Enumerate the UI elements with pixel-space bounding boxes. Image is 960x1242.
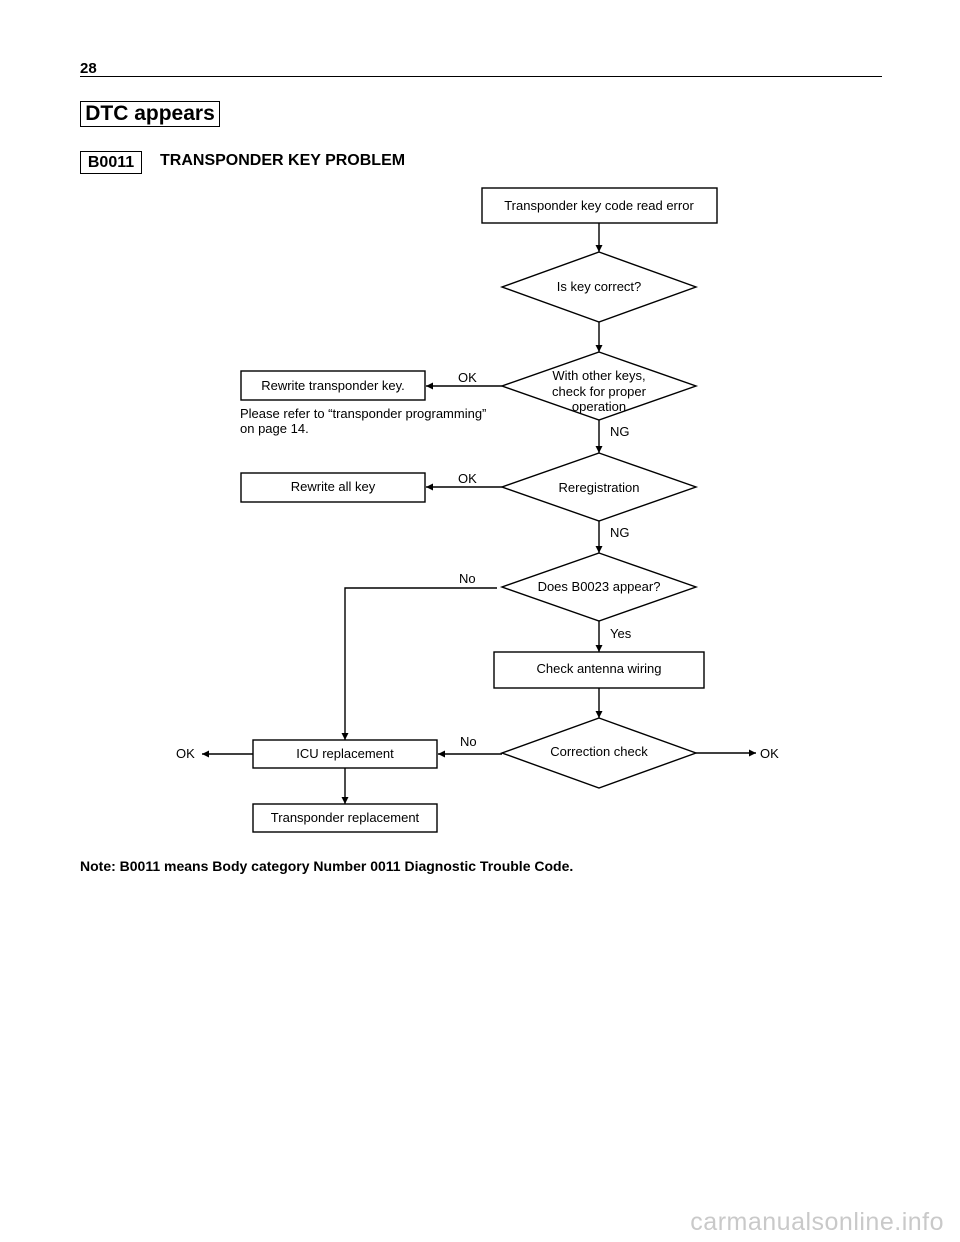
- rewrite-transponder-label: Rewrite transponder key.: [261, 378, 405, 393]
- other-keys-line-2: check for proper: [552, 384, 646, 399]
- check-antenna-label: Check antenna wiring: [536, 661, 662, 676]
- edge-label-ng: NG: [610, 525, 630, 540]
- key-correct-label: Is key correct?: [556, 279, 642, 294]
- dtc-code-badge: B0011: [80, 151, 142, 174]
- edge-label-ok: OK: [458, 471, 477, 486]
- footnote: Note: B0011 means Body category Number 0011 Diagnostic Trouble Code.: [80, 858, 574, 874]
- edge-label-ok: OK: [458, 370, 477, 385]
- other-keys-line-3: operation: [571, 399, 627, 414]
- page-number: 28: [80, 60, 97, 77]
- edge-label-yes: Yes: [610, 626, 632, 641]
- edge-label-no: No: [460, 734, 477, 749]
- edge-label-ng: NG: [610, 424, 630, 439]
- start-label: Transponder key code read error: [504, 198, 694, 213]
- section-heading: DTC appears: [80, 101, 220, 127]
- b0023-label: Does B0023 appear?: [537, 579, 661, 594]
- transponder-replacement-label: Transponder replacement: [270, 810, 420, 825]
- reregistration-label: Reregistration: [558, 480, 640, 495]
- rewrite-all-label: Rewrite all key: [290, 479, 376, 494]
- problem-title: TRANSPONDER KEY PROBLEM: [160, 152, 406, 169]
- arrow-b0023-no: [345, 588, 497, 740]
- refer-note-line-2: on page 14.: [240, 421, 309, 436]
- edge-label-no: No: [459, 571, 476, 586]
- refer-note-line-1: Please refer to “transponder programming”: [240, 406, 487, 421]
- other-keys-line-1: With other keys,: [552, 368, 646, 383]
- edge-label-ok: OK: [760, 746, 779, 761]
- edge-label-ok: OK: [176, 746, 195, 761]
- watermark: carmanualsonline.info: [690, 1208, 944, 1236]
- icu-label: ICU replacement: [296, 746, 394, 761]
- correction-label: Correction check: [550, 744, 648, 759]
